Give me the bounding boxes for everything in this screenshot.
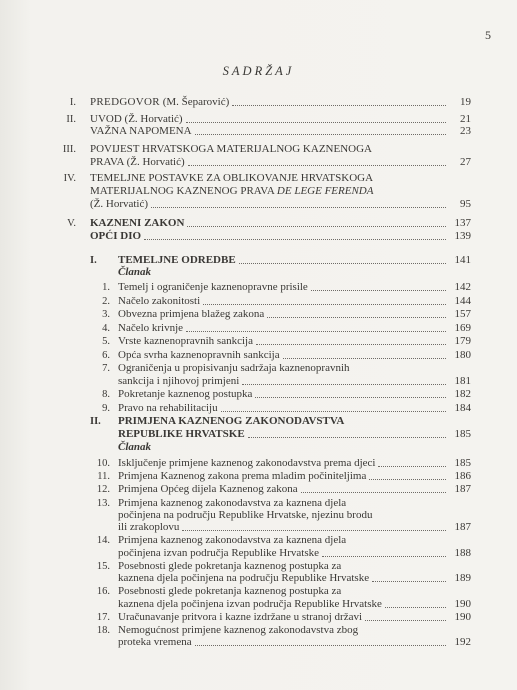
toc-entry [118, 349, 471, 362]
article-number: 4. [102, 322, 110, 334]
page-ref: 23 [460, 125, 471, 137]
page-ref: 192 [454, 636, 471, 649]
entry-author: (Ž. Horvatić) [121, 113, 183, 125]
toc-entry [118, 470, 471, 483]
leader-dots [239, 263, 446, 264]
section-number: I. [69, 97, 76, 108]
leader-dots [188, 165, 446, 166]
clanak-heading: Članak [118, 266, 152, 278]
page-ref: 142 [454, 281, 471, 293]
leader-dots [186, 331, 446, 332]
leader-dots [369, 479, 446, 480]
leader-dots [195, 134, 446, 135]
toc-entry [118, 308, 471, 321]
article-title: proteka vremena [118, 636, 192, 649]
article-title: Opća svrha kaznenopravnih sankcija [118, 348, 280, 361]
entry-author: (Ž. Horvatić) [90, 198, 149, 210]
page-ref: 141 [454, 254, 471, 266]
toc-entry [118, 457, 471, 470]
toc-entry [118, 402, 471, 415]
entry-title: KAZNENI ZAKON [90, 217, 185, 229]
article-title: Primjena kaznenog zakonodavstva za kaznena djela [118, 496, 347, 509]
article-title: sankcija i njihovoj primjeni [118, 374, 240, 387]
page-ref: 157 [454, 308, 471, 320]
page-ref: 186 [454, 470, 471, 483]
page-ref: 27 [460, 156, 471, 168]
toc-entry [118, 636, 471, 649]
page-ref: 137 [454, 217, 471, 229]
article-number: 8. [102, 389, 110, 401]
toc-entry [118, 572, 471, 585]
article-title: ili zrakoplovu [118, 521, 180, 534]
chapter-title: PRIMJENA KAZNENOG ZAKONODAVSTVA [118, 415, 345, 427]
article-title: Primjena Kaznenog zakona prema mladim počiniteljima [118, 470, 367, 483]
toc-entry [118, 428, 471, 441]
entry-title: UVOD [90, 113, 122, 125]
article-title: Ograničenja u propisivanju sadržaja kaznenopravnih [118, 362, 350, 374]
article-title: Vrste kaznenopravnih sankcija [118, 335, 253, 347]
article-number: 15. [96, 560, 110, 572]
article-number: 10. [96, 458, 110, 469]
article-title: počinjena izvan područja Republike Hrvatske [118, 546, 319, 559]
article-title: počinjena na području Republike Hrvatske, njezinu brodu [118, 508, 373, 521]
page-ref: 182 [454, 388, 471, 401]
article-number: 14. [96, 535, 110, 547]
article-number: 16. [96, 586, 110, 598]
toc-entry [118, 335, 471, 348]
page-ref: 21 [460, 113, 471, 125]
page-ref: 187 [454, 521, 471, 534]
toc-entry [90, 156, 471, 169]
article-number: 11. [97, 471, 110, 483]
page-ref: 179 [454, 335, 471, 347]
article-number: 12. [96, 484, 110, 496]
leader-dots [267, 317, 446, 318]
toc-entry [118, 483, 471, 496]
toc-entry [90, 230, 471, 243]
page-ref: 189 [454, 572, 471, 585]
article-number: 18. [96, 625, 110, 637]
toc-entry [118, 521, 471, 534]
leader-dots [186, 122, 446, 123]
page-ref: 188 [454, 546, 471, 559]
section-number: II. [66, 114, 76, 125]
chapter-title-cont: REPUBLIKE HRVATSKE [118, 428, 245, 440]
article-number: 5. [102, 336, 110, 347]
article-title: Primjena kaznenog zakonodavstva za kaznena djela [118, 534, 347, 547]
toc-entry [118, 388, 471, 401]
chapter-number: II. [90, 416, 101, 427]
article-title: Temelj i ograničenje kaznenopravne prisile [118, 281, 308, 293]
page-ref: 190 [454, 610, 471, 623]
article-title: Posebnosti glede pokretanja kaznenog postupka za [118, 585, 342, 598]
toc-entry [118, 375, 471, 388]
toc-entry [90, 125, 471, 138]
article-number: 1. [102, 282, 110, 293]
leader-dots [248, 437, 446, 438]
article-title: Nemogućnost primjene kaznenog zakonodavstva zbog [118, 624, 359, 637]
page-ref: 139 [454, 230, 471, 242]
entry-title-cont: PRAVA [90, 156, 124, 168]
article-number: 3. [102, 309, 110, 320]
leader-dots [255, 397, 446, 398]
leader-dots [144, 239, 446, 240]
leader-dots [378, 466, 446, 467]
leader-dots [385, 607, 446, 608]
article-title: Pokretanje kaznenog postupka [118, 388, 253, 401]
toc-entry [90, 96, 471, 109]
page-title: SADRŽAJ [222, 64, 295, 78]
article-title: Obvezna primjena blažeg zakona [118, 308, 265, 320]
page-ref: 185 [454, 428, 471, 440]
toc-entry [90, 217, 471, 230]
leader-dots [232, 105, 446, 106]
page-ref: 144 [454, 294, 471, 307]
article-title: Uračunavanje pritvora i kazne izdržane u stranoj državi [118, 610, 363, 623]
clanak-heading: Članak [118, 441, 152, 453]
leader-dots [151, 207, 446, 208]
article-title: kaznena djela počinjena na području Republike Hrvatske [118, 572, 370, 585]
leader-dots [372, 581, 446, 582]
toc-entry [118, 547, 471, 560]
article-title: Pravo na rehabilitaciju [118, 401, 218, 414]
leader-dots [311, 290, 446, 291]
article-title: Primjena Općeg dijela Kaznenog zakona [118, 483, 298, 496]
section-number: V. [67, 218, 76, 229]
leader-dots [365, 620, 446, 621]
entry-author: (Ž. Horvatić) [123, 156, 185, 168]
page-number: 5 [485, 28, 491, 42]
leader-dots [322, 556, 446, 557]
entry-author: (M. Šeparović) [159, 96, 230, 108]
page-ref: 187 [454, 483, 471, 496]
article-title: kaznena djela počinjena izvan područja Republike Hrvatske [118, 597, 382, 610]
article-number: 6. [102, 349, 110, 361]
leader-dots [242, 384, 446, 385]
toc-entry [118, 295, 471, 308]
leader-dots [195, 645, 446, 646]
article-title: Načelo krivnje [118, 321, 184, 334]
leader-dots [283, 358, 446, 359]
entry-title-cont: MATERIJALNOG KAZNENOG PRAVA DE LEGE FERENDA [90, 185, 374, 197]
article-title: Načelo zakonitosti [118, 294, 201, 307]
toc-entry [118, 598, 471, 611]
page-ref: 180 [454, 348, 471, 361]
page-ref: 181 [454, 374, 471, 387]
article-number: 7. [102, 363, 110, 374]
section-number: III. [62, 144, 76, 155]
chapter-number: I. [90, 255, 97, 266]
leader-dots [256, 344, 446, 345]
article-number: 17. [96, 611, 110, 623]
page-ref: 184 [454, 401, 471, 414]
page-ref: 190 [454, 597, 471, 610]
toc-entry [118, 322, 471, 335]
article-title: Isključenje primjene kaznenog zakonodavstva prema djeci [118, 457, 376, 469]
article-title: Posebnosti glede pokretanja kaznenog postupka za [118, 559, 342, 572]
article-number: 2. [102, 295, 110, 307]
entry-title: VAŽNA NAPOMENA [90, 125, 192, 137]
section-number: IV. [63, 173, 76, 184]
entry-title: POVIJEST HRVATSKOGA MATERIJALNOG KAZNENOGA [90, 143, 372, 155]
leader-dots [301, 492, 446, 493]
leader-dots [203, 304, 446, 305]
article-number: 9. [102, 402, 110, 414]
page-ref: 185 [454, 457, 471, 469]
toc-entry [118, 254, 471, 267]
entry-title: TEMELJNE POSTAVKE ZA OBLIKOVANJE HRVATSKOGA [90, 172, 374, 184]
toc-entry [118, 611, 471, 624]
page-ref: 19 [460, 96, 471, 108]
entry-title: OPĆI DIO [90, 230, 142, 242]
page-ref: 95 [460, 198, 471, 210]
latin-phrase: DE LEGE FERENDA [276, 185, 374, 197]
article-number: 13. [96, 497, 110, 509]
chapter-title: TEMELJNE ODREDBE [118, 254, 236, 266]
page-ref: 169 [454, 321, 471, 334]
toc-entry [118, 281, 471, 294]
entry-title: PREDGOVOR [90, 96, 160, 108]
leader-dots [182, 530, 446, 531]
leader-dots [221, 411, 446, 412]
leader-dots [187, 226, 446, 227]
toc-entry [90, 198, 471, 211]
